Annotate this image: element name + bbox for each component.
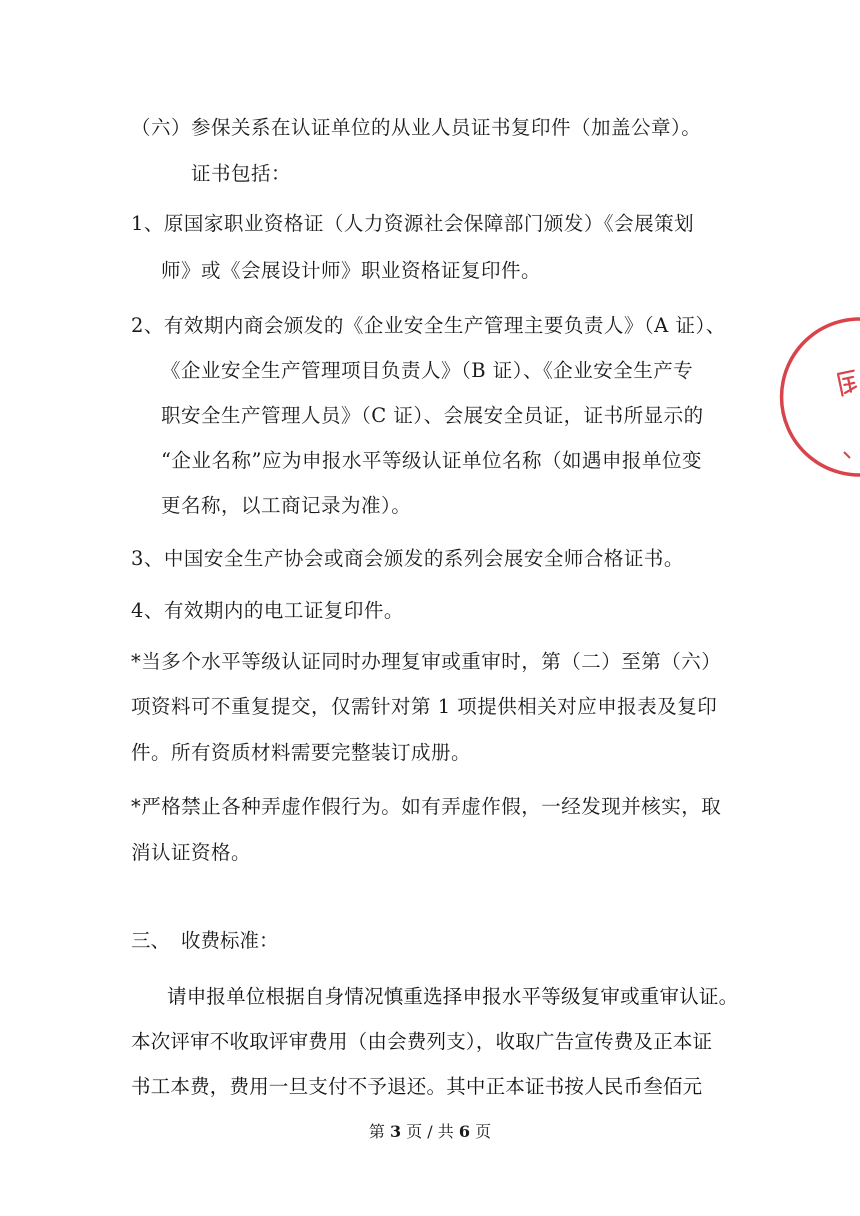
seal-ring	[782, 319, 860, 475]
note-line: 件。所有资质材料需要完整装订成册。	[131, 741, 472, 764]
paragraph-line: 证书包括：	[191, 162, 292, 185]
note-line: 消认证资格。	[131, 841, 252, 864]
red-seal-stamp	[812, 312, 860, 482]
footer-middle: 页 / 共	[406, 1122, 454, 1141]
fee-paragraph-line: 书工本费，费用一旦支付不予退还。其中正本证书按人民币叁佰元	[131, 1075, 703, 1098]
footer-prefix: 第	[368, 1122, 385, 1141]
list-item-2-line: 《企业安全生产管理项目负责人》（B 证）、《企业安全生产专	[161, 359, 694, 382]
section-number: 三、	[131, 929, 171, 952]
note-line: 项资料可不重复提交，仅需针对第 1 项提供相关对应申报表及复印	[131, 695, 718, 718]
list-item-2-line: “企业名称”应为申报水平等级认证单位名称（如遇申报单位变	[161, 449, 702, 472]
paragraph-line: （六）参保关系在认证单位的从业人员证书复印件（加盖公章）。	[131, 116, 702, 139]
fee-paragraph-line: 本次评审不收取评审费用（由会费列支），收取广告宣传费及正本证	[131, 1030, 713, 1053]
seal-mark	[844, 452, 850, 458]
list-item-3-line: 3、中国安全生产协会或商会颁发的系列会展安全师合格证书。	[131, 547, 684, 570]
section-title: 收费标准：	[181, 929, 279, 952]
list-item-1-line: 1、原国家职业资格证（人力资源社会保障部门颁发）《会展策划	[131, 212, 695, 235]
current-page-number: 3	[389, 1122, 402, 1141]
section-heading	[131, 929, 279, 953]
fee-paragraph-line: 请申报单位根据自身情况慎重选择申报水平等级复审或重审认证。	[167, 985, 739, 1008]
list-item-2-line: 2、有效期内商会颁发的《企业安全生产管理主要负责人》（A 证）、	[131, 314, 726, 337]
list-item-2-line: 更名称，以工商记录为准）。	[161, 494, 412, 517]
page-number-footer	[0, 1122, 860, 1142]
note-line: *严格禁止各种弄虚作假行为。如有弄虚作假，一经发现并核实，取	[131, 795, 722, 818]
seal-glyph	[838, 371, 858, 396]
list-item-2-line: 职安全生产管理人员》（C 证）、会展安全员证，证书所显示的	[161, 404, 704, 427]
list-item-1-line: 师》或《会展设计师》职业资格证复印件。	[161, 259, 542, 282]
total-pages-number: 6	[458, 1122, 471, 1141]
footer-suffix: 页	[475, 1122, 492, 1141]
note-line: *当多个水平等级认证同时办理复审或重审时，第（二）至第（六）	[131, 650, 722, 673]
list-item-4-line: 4、有效期内的电工证复印件。	[131, 599, 404, 622]
